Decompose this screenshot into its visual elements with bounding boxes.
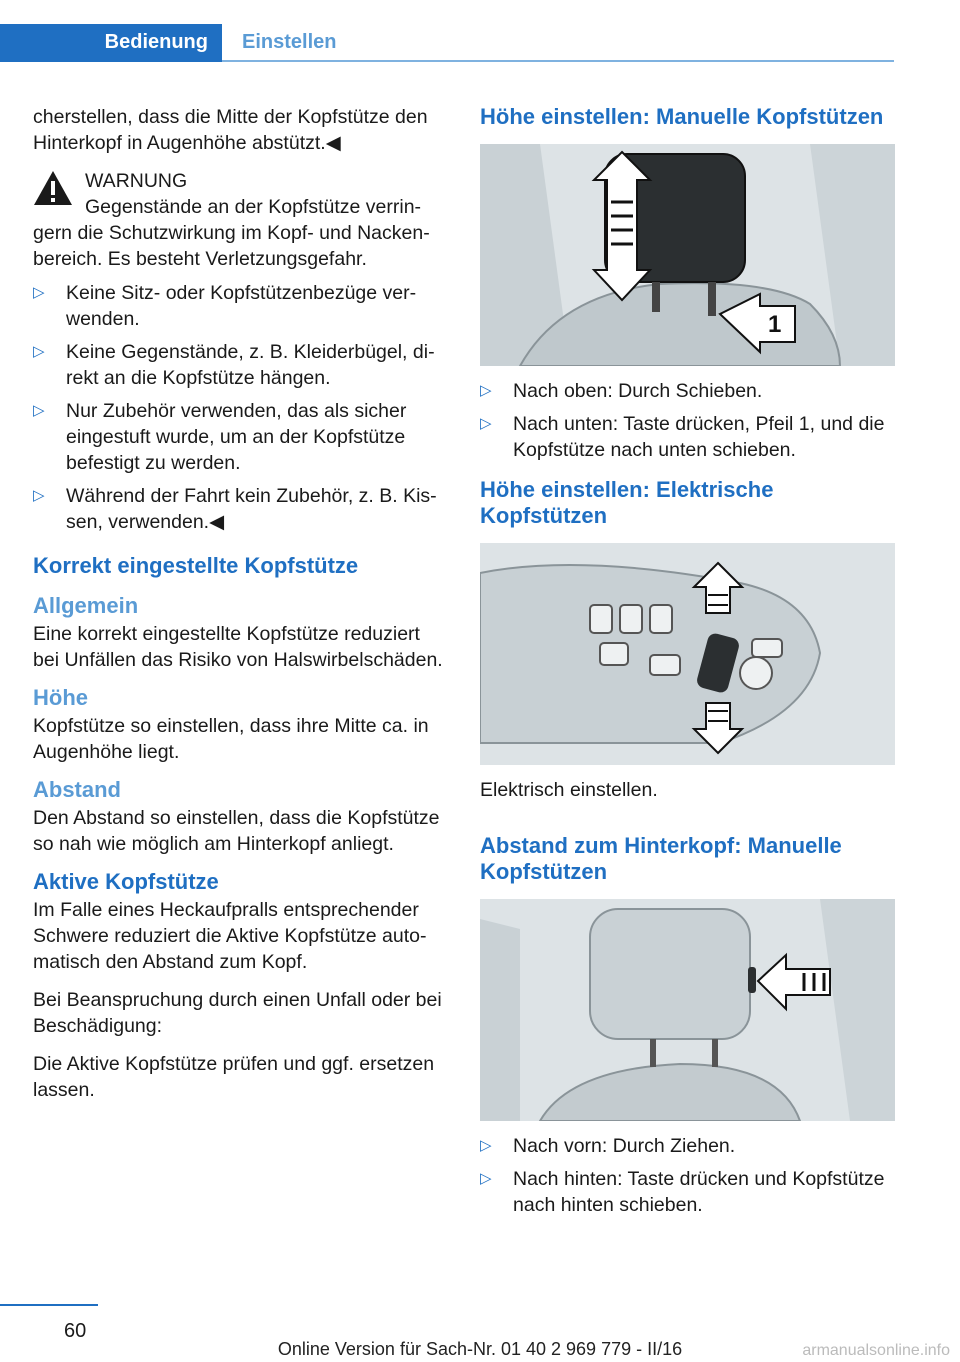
distance-list: [480, 1133, 895, 1218]
triangle-bullet-icon: ▷: [480, 415, 492, 432]
warning-block: [33, 168, 448, 272]
aktiv-text-2: Bei Beanspruchung durch einen Unfall oder bei Beschädigung:: [33, 989, 442, 1037]
electric-height-heading: Höhe einstellen: Elektrische Kopfstützen: [480, 477, 774, 528]
page-number: 60: [64, 1320, 87, 1342]
headrest-manual-height-figure: [480, 144, 895, 366]
distance-heading: Abstand zum Hinterkopf: Manuelle Kopfstützen: [480, 833, 842, 884]
manual-height-heading: Höhe einstellen: Manuelle Kopfstützen: [480, 104, 884, 129]
triangle-bullet-icon: ▷: [33, 284, 45, 301]
right-column: [480, 104, 895, 1232]
warning-text: Gegenstände an der Kopfstütze verringern die Schutzwirkung im Kopf- und Nackenbereich. Es besteht Verletzungsgefahr.: [33, 196, 430, 270]
figure-label-1: 1: [768, 311, 782, 338]
headrest-distance-figure: [480, 899, 895, 1121]
aktiv-heading: Aktive Kopfstütze: [33, 869, 219, 894]
list-item: ▷ Nach unten: Taste drücken, Pfeil 1, und die Kopfstütze nach unten schieben.: [480, 413, 885, 461]
tab-bedienung[interactable]: Bedienung: [0, 24, 222, 60]
watermark: armanualsonline.info: [802, 1342, 950, 1359]
warning-title: WARNUNG: [85, 170, 188, 192]
abstand-heading: Abstand: [33, 777, 121, 802]
list-item: ▷ Keine Gegenstände, z. B. Kleiderbügel, direkt an die Kopfstütze hängen.: [33, 341, 435, 389]
footer-rule: [0, 1304, 98, 1306]
tab-einstellen[interactable]: Einstellen: [242, 30, 337, 53]
allgemein-text: Eine korrekt eingestellte Kopfstütze reduziert bei Unfällen das Risiko von Halswirbelschäden.: [33, 623, 443, 671]
warning-list: [33, 280, 448, 535]
list-item: ▷ Nach hinten: Taste drücken und Kopfstütze nach hinten schieben.: [480, 1168, 885, 1216]
header-tabbar: [0, 24, 894, 62]
section-title: Korrekt eingestellte Kopfstütze: [33, 553, 359, 578]
aktiv-text-1: Im Falle eines Heckaufpralls entsprechender Schwere reduziert die Aktive Kopfstütze automatisch den Abstand zum Kopf.: [33, 899, 427, 973]
hoehe-text: Kopfstütze so einstellen, dass ihre Mitte ca. in Augenhöhe liegt.: [33, 715, 429, 763]
triangle-bullet-icon: ▷: [480, 1170, 492, 1187]
aktiv-text-3: Die Aktive Kopfstütze prüfen und ggf. ersetzen lassen.: [33, 1053, 435, 1101]
abstand-text: Den Abstand so einstellen, dass die Kopfstütze so nah wie möglich am Hinterkopf anliegt.: [33, 807, 440, 855]
list-item: ▷ Nur Zubehör verwenden, das als sicher eingestuft wurde, um an der Kopfstütze befestigt zu werden.: [33, 400, 407, 474]
tab-underline-light: [222, 60, 894, 62]
allgemein-heading: Allgemein: [33, 593, 139, 618]
warning-icon: [33, 170, 73, 206]
triangle-bullet-icon: ▷: [33, 487, 45, 504]
list-item: ▷ Keine Sitz- oder Kopfstützenbezüge verwenden.: [33, 282, 417, 330]
left-column: [33, 104, 448, 1115]
hoehe-heading: Höhe: [33, 685, 88, 710]
list-item: ▷ Nach oben: Durch Schieben.: [480, 380, 763, 402]
list-item: ▷ Während der Fahrt kein Zubehör, z. B. Kissen, verwenden.◀: [33, 485, 437, 533]
intro-text: cherstellen, dass die Mitte der Kopfstütze den Hinterkopf in Augenhöhe abstützt.◀: [33, 106, 428, 154]
electric-seat-controls-figure: [480, 543, 895, 765]
electric-caption: Elektrisch einstellen.: [480, 779, 658, 801]
triangle-bullet-icon: ▷: [480, 382, 492, 399]
footer-online-version: Online Version für Sach-Nr. 01 40 2 969 779 - II/16: [277, 1339, 683, 1359]
manual-height-list: [480, 378, 895, 463]
triangle-bullet-icon: ▷: [33, 402, 45, 419]
triangle-bullet-icon: ▷: [33, 343, 45, 360]
triangle-bullet-icon: ▷: [480, 1137, 492, 1154]
list-item: ▷ Nach vorn: Durch Ziehen.: [480, 1135, 736, 1157]
